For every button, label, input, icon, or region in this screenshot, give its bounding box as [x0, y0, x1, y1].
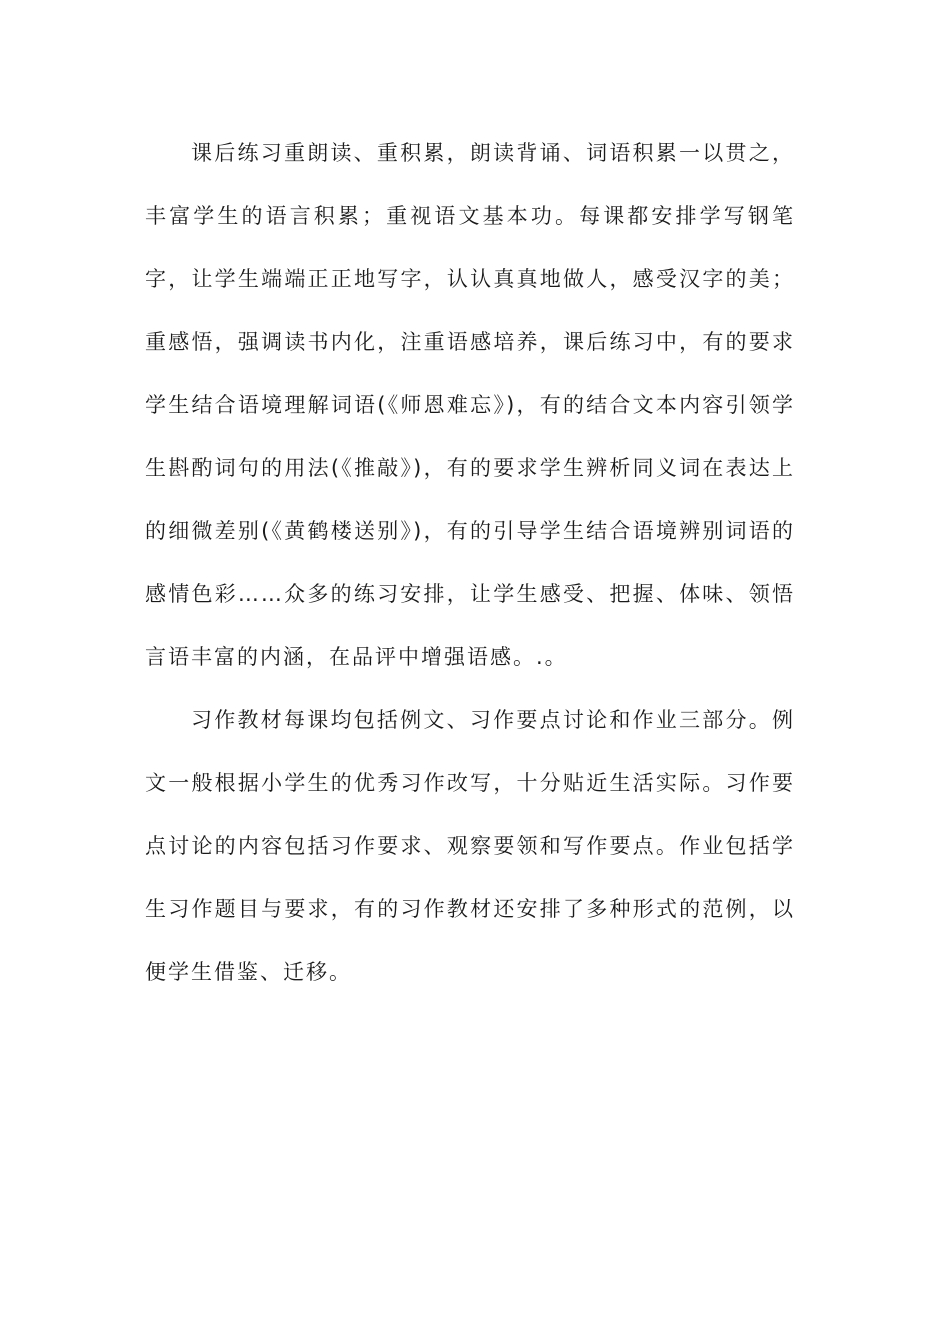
paragraph-composition: 习作教材每课均包括例文、习作要点讨论和作业三部分。例文一般根据小学生的优秀习作改写，十分贴近生活实际。习作要点讨论的内容包括习作要求、观察要领和写作要点。作业包括学生习作题目与要求，有的习作教材还安排了多种形式的范例，以便学生借鉴、迁移。 [145, 708, 795, 984]
paragraph-exercises: 课后练习重朗读、重积累，朗读背诵、词语积累一以贯之，丰富学生的语言积累；重视语文基本功。每课都安排学写钢笔字，让学生端端正正地写字，认认真真地做人，感受汉字的美；重感悟，强调读书内化，注重语感培养，课后练习中，有的要求学生结合语境理解词语(《师恩难忘》)，有的结合文本内容引领学生斟酌词句的用法(《推敲》)，有的要求学生辨析同义词在表达上的细微差别(《黄鹤楼送别》)，有的引导学生结合语境辨别词语的感情色彩……众多的练习安排，让学生感受、把握、体味、领悟言语丰富的内涵，在品评中增强语感。.。 [145, 141, 795, 669]
document-body [145, 122, 795, 1004]
